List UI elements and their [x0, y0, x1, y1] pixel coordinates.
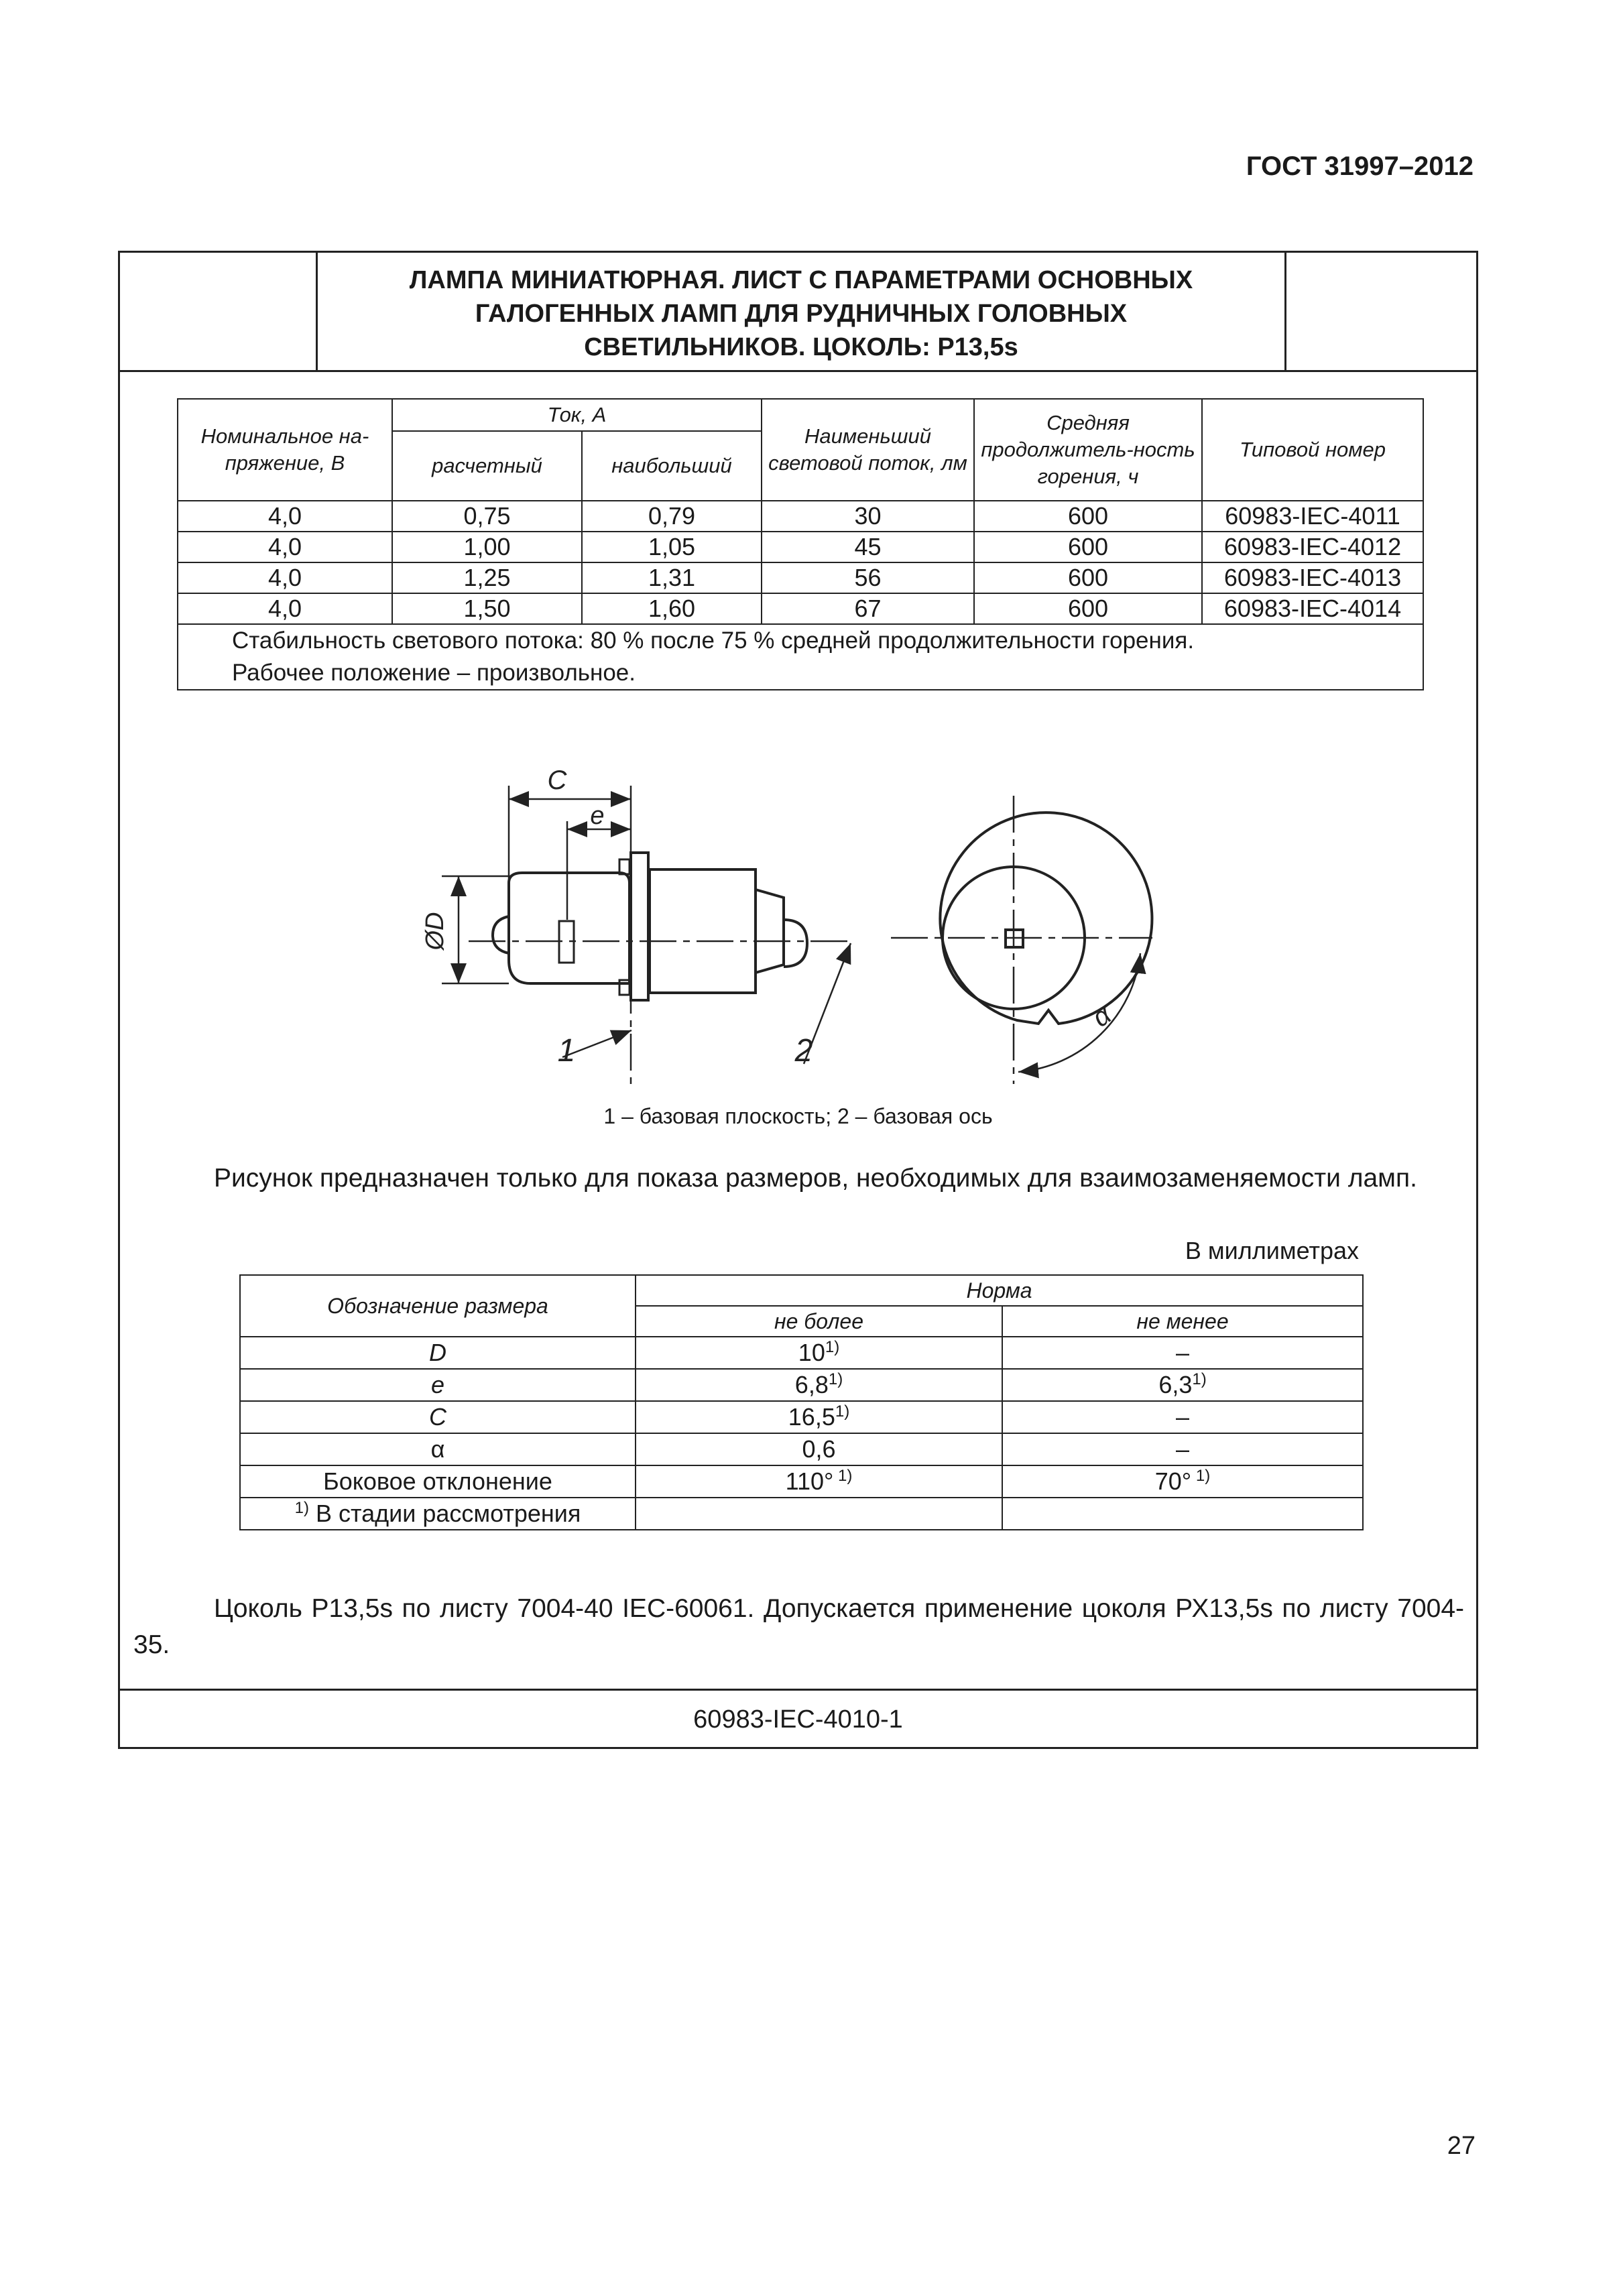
col-header-current-calc: расчетный — [392, 431, 582, 501]
table-row — [240, 1401, 1363, 1433]
cell: 1,00 — [392, 532, 582, 562]
paragraph-base-note: Цоколь Р13,5s по листу 7004-40 IEC-60061. Допускается применение цоколя РХ13,5s по листу 7004-35. — [133, 1594, 1464, 1659]
col-header-voltage: Номинальное на-пряжение, В — [178, 399, 392, 501]
sheet-footer: 60983-IEC-4010-1 — [120, 1689, 1476, 1749]
page-number: 27 — [1447, 2132, 1476, 2160]
note-line: Рабочее положение – произвольное. — [232, 660, 636, 686]
col-header-type: Типовой номер — [1202, 399, 1423, 501]
label-diameter: ØD — [421, 912, 449, 951]
cell: 600 — [974, 501, 1202, 532]
dim-max: 0,6 — [636, 1433, 1002, 1465]
cell: 4,0 — [178, 593, 392, 624]
table-row — [240, 1337, 1363, 1369]
title-line: ЛАМПА МИНИАТЮРНАЯ. ЛИСТ С ПАРАМЕТРАМИ ОСНОВНЫХ — [409, 266, 1193, 294]
dim-name: e — [240, 1369, 636, 1401]
col-header-max: не более — [636, 1306, 1002, 1337]
dim-name: Боковое отклонение — [240, 1465, 636, 1498]
col-header-min: не менее — [1002, 1306, 1363, 1337]
cell: 60983-IEC-4012 — [1202, 532, 1423, 562]
cell: 1,50 — [392, 593, 582, 624]
dim-max: 6,8$^{1)}$ — [636, 1369, 1002, 1401]
dim-max: 110° $^{1)}$ — [636, 1465, 1002, 1498]
dim-min: – — [1002, 1337, 1363, 1369]
cell: 4,0 — [178, 562, 392, 593]
cell: 1,05 — [582, 532, 762, 562]
dim-min: 6,3$^{1)}$ — [1002, 1369, 1363, 1401]
footnote-row — [240, 1498, 1363, 1530]
label-c: C — [547, 766, 567, 795]
dimensions-table — [239, 1274, 1364, 1530]
label-e: e — [590, 802, 605, 830]
document-id: ГОСТ 31997–2012 — [1246, 152, 1474, 181]
title-line: СВЕТИЛЬНИКОВ. ЦОКОЛЬ: Р13,5s — [584, 333, 1018, 361]
dim-min: – — [1002, 1401, 1363, 1433]
dim-min: – — [1002, 1433, 1363, 1465]
note-line: Стабильность светового потока: 80 % после 75 % средней продолжительности горения. — [232, 627, 1195, 654]
cell: 1,60 — [582, 593, 762, 624]
dim-name: α — [240, 1433, 636, 1465]
cell: 60983-IEC-4013 — [1202, 562, 1423, 593]
cell: 30 — [762, 501, 974, 532]
col-header-flux: Наименьший световой поток, лм — [762, 399, 974, 501]
empty-cell — [1002, 1498, 1363, 1530]
cell: 60983-IEC-4014 — [1202, 593, 1423, 624]
dim-name: C — [240, 1401, 636, 1433]
table-row — [240, 1465, 1363, 1498]
table-row — [240, 1369, 1363, 1401]
cell: 0,79 — [582, 501, 762, 532]
lamp-side-view — [493, 853, 807, 1000]
paragraph-figure-note: Рисунок предназначен только для показа размеров, необходимых для взаимозаменяемости ламп. — [214, 1164, 1417, 1193]
col-header-life: Средняя продолжитель-ность горения, ч — [974, 399, 1202, 501]
label-alpha: α — [1087, 1000, 1117, 1033]
cell: 4,0 — [178, 501, 392, 532]
col-header-norm: Норма — [636, 1275, 1363, 1306]
dim-max: 10$^{1)}$ — [636, 1337, 1002, 1369]
dim-name: D — [240, 1337, 636, 1369]
cell: 0,75 — [392, 501, 582, 532]
dim-min: 70° $^{1)}$ — [1002, 1465, 1363, 1498]
empty-cell — [636, 1498, 1002, 1530]
cell: 60983-IEC-4011 — [1202, 501, 1423, 532]
cell: 4,0 — [178, 532, 392, 562]
dim-max: 16,5$^{1)}$ — [636, 1401, 1002, 1433]
title-line: ГАЛОГЕННЫХ ЛАМП ДЛЯ РУДНИЧНЫХ ГОЛОВНЫХ — [475, 300, 1128, 328]
dimension-lines — [442, 786, 851, 1084]
lamp-drawing — [120, 253, 1476, 1144]
cell: 67 — [762, 593, 974, 624]
cell: 45 — [762, 532, 974, 562]
sheet-frame — [118, 251, 1478, 1749]
lamp-front-view — [891, 796, 1152, 1084]
col-header-current: Ток, А — [392, 399, 762, 431]
units-label: В миллиметрах — [1185, 1237, 1359, 1264]
table-row — [240, 1433, 1363, 1465]
cell: 600 — [974, 532, 1202, 562]
label-2: 2 — [794, 1033, 813, 1069]
col-header-current-max: наибольший — [582, 431, 762, 501]
col-header-designation: Обозначение размера — [240, 1275, 636, 1337]
figure-legend: 1 – базовая плоскость; 2 – базовая ось — [603, 1104, 993, 1128]
cell: 600 — [974, 562, 1202, 593]
cell: 1,31 — [582, 562, 762, 593]
footnote: $^{1)}$ В стадии рассмотрения — [240, 1498, 636, 1530]
cell: 56 — [762, 562, 974, 593]
label-1: 1 — [557, 1033, 576, 1069]
cell: 1,25 — [392, 562, 582, 593]
cell: 600 — [974, 593, 1202, 624]
